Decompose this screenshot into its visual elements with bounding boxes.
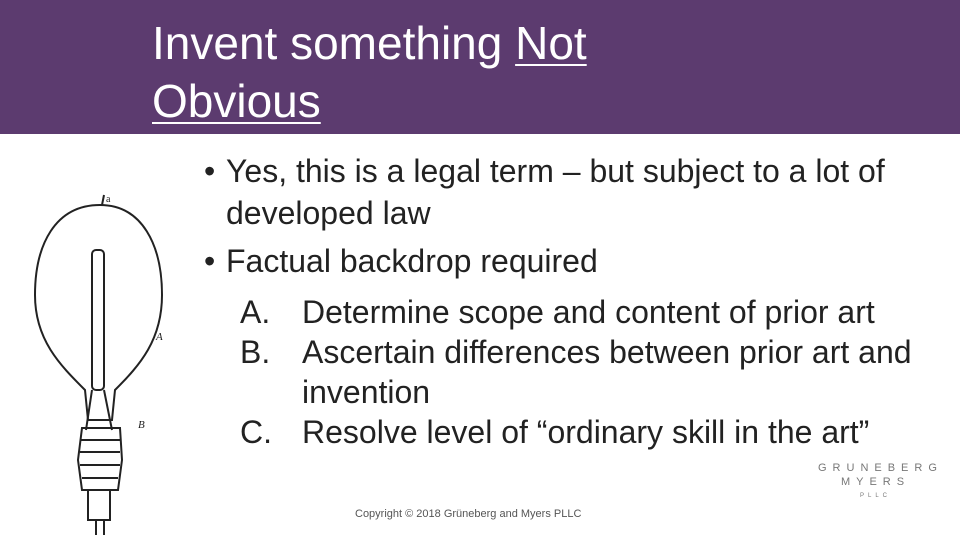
- bulb-label-top: a: [106, 194, 111, 205]
- sub-item: [240, 332, 930, 412]
- slide-title: [152, 14, 772, 130]
- bullet-marker: •: [204, 153, 216, 189]
- title-text-start: Invent something: [152, 17, 516, 69]
- light-bulb-illustration: [30, 190, 170, 540]
- sub-item-letter: A.: [240, 294, 271, 330]
- bullet-marker: •: [204, 243, 216, 279]
- bullet-text: Factual backdrop required: [226, 243, 598, 279]
- logo-line-2: MYERS: [840, 476, 911, 488]
- sub-item-text: Resolve level of “ordinary skill in the art”: [302, 414, 870, 450]
- title-emphasis-not: Not: [515, 17, 587, 69]
- copyright-footer: Copyright © 2018 Grüneberg and Myers PLLC: [355, 508, 582, 520]
- sub-list: [240, 292, 930, 452]
- firm-logo: [818, 461, 943, 503]
- sub-item: [240, 292, 930, 332]
- sub-item: [240, 412, 930, 452]
- logo-line-3: PLLC: [859, 493, 891, 499]
- sub-item-letter: C.: [240, 414, 272, 450]
- bulb-label-bottom: B: [138, 419, 145, 431]
- title-bar: [0, 0, 960, 134]
- bullet-item: [200, 150, 930, 234]
- bulb-label-side: A: [156, 331, 163, 343]
- logo-line-1: GRUNEBERG: [818, 462, 943, 474]
- sub-item-text: Determine scope and content of prior art: [302, 294, 875, 330]
- sub-item-letter: B.: [240, 334, 271, 370]
- title-emphasis-obvious: Obvious: [152, 75, 321, 127]
- bullet-text: Yes, this is a legal term – but subject to a lot of developed law: [226, 153, 885, 231]
- bullet-item: [200, 240, 930, 282]
- bullet-list: [200, 150, 930, 452]
- sub-item-text: Ascertain differences between prior art and invention: [302, 334, 912, 410]
